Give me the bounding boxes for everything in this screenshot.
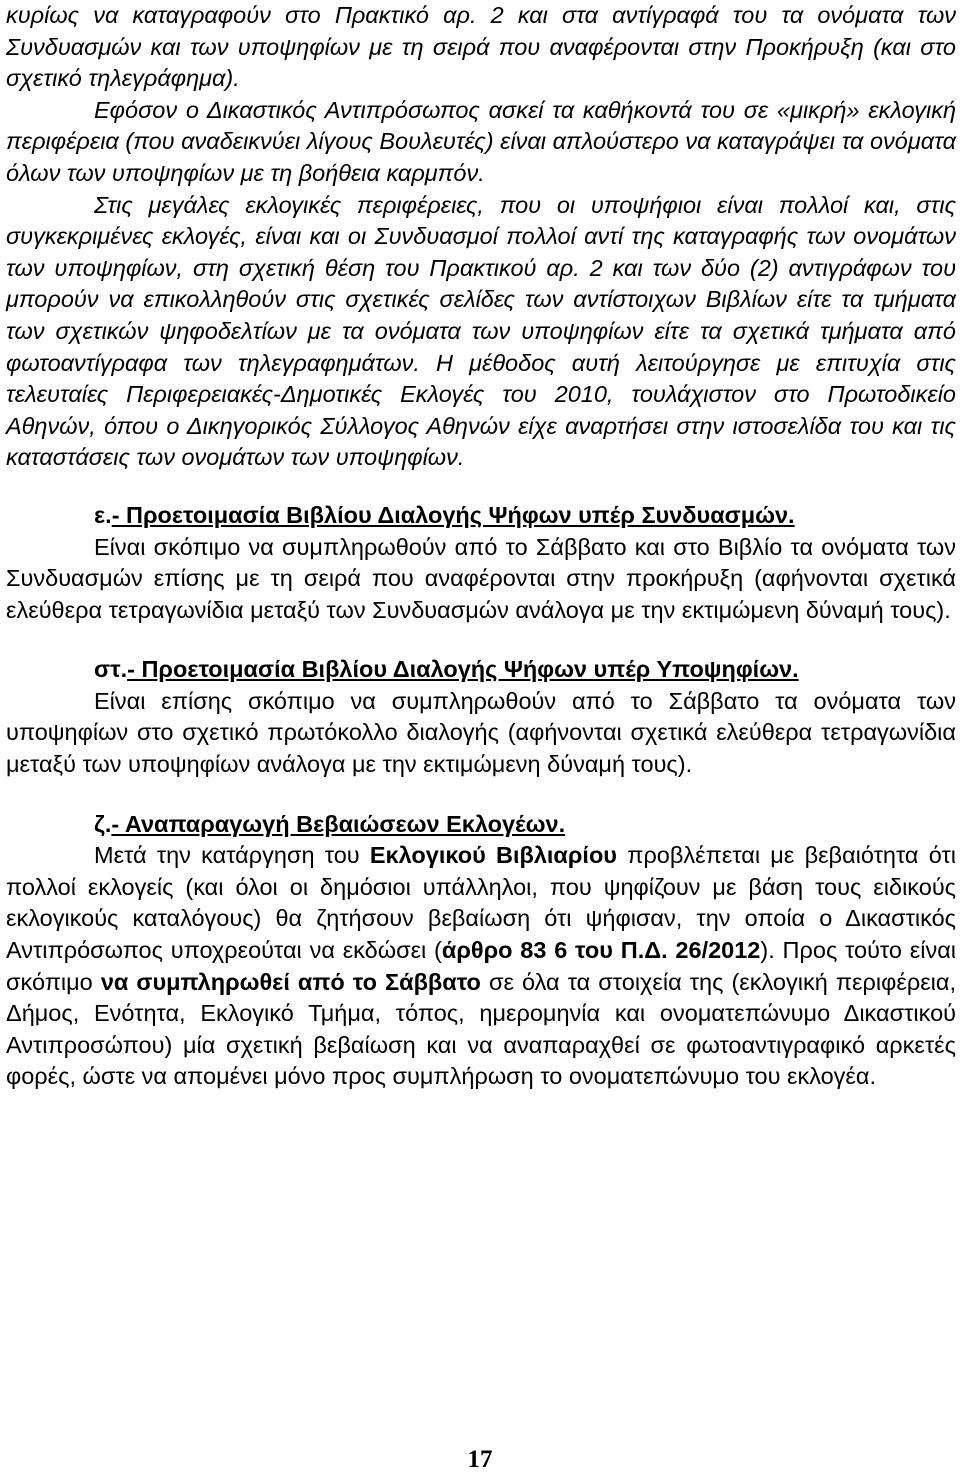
section-e-heading [6,500,956,532]
section-z-text-3: ). Προς τούτο είναι σκόπιμο [6,937,957,995]
section-z-title: - Αναπαραγωγή Βεβαιώσεων Εκλογέων. [111,810,566,837]
section-st-heading [6,654,956,686]
section-e-body: Είναι σκόπιμο να συμπληρωθούν από το Σάββατο και στο Βιβλίο τα ονόματα των Συνδυασμών επίσης με τη σειρά που αναφέρονται στην προκήρυξη (αφήνονται σχετικά ελεύθερα τετραγωνίδια μεταξύ των Συνδυασμών ανάλογα με την εκτιμώμενη δύναμή τους). [6,533,956,623]
section-e-label: ε. [94,501,112,528]
section-z-bold-2: άρθρο 83 6 του Π.Δ. 26/2012 [441,937,761,964]
section-z-label: ζ. [94,810,112,837]
section-z-text-2: προβλέπεται με βεβαιότητα ότι πολλοί εκλογείς (και όλοι οι δημόσιοι υπάλληλοι, που ψηφίζουν με βάση τους ειδικούς εκλογικούς καταλόγους) θα ζητήσουν βεβαίωση ότι ψήφισαν, την οποία ο Δικαστικός Αντιπρόσωπος υποχρεούται να εκδώσει ( [6,842,956,964]
section-z-text-4: σε όλα τα στοιχεία της (εκλογική περιφέρεια, Δήμος, Ενότητα, Εκλογικό Τμήμα, τόπος, ημερομηνία και ονοματεπώνυμο Δικαστικού Αντιπροσώπου) μία σχετική βεβαίωση και να αναπαραχθεί σε φωτοαντιγραφικό αρκετές φορές, ώστε να απομένει μόνο προς συμπλήρωση το ονοματεπώνυμο του εκλογέα. [6,968,957,1090]
section-z-heading [6,809,956,841]
section-st-label: στ. [94,656,128,683]
document-page [6,0,956,1093]
section-z-bold-3: να συμπληρωθεί από το Σάββατο [100,968,481,995]
section-z-bold-1: Εκλογικού Βιβλιαρίου [369,842,617,869]
intro-paragraph-1: κυρίως να καταγραφούν στο Πρακτικό αρ. 2 και στα αντίγραφά του τα ονόματα των Συνδυασμών και των υποψηφίων με τη σειρά που αναφέρονται στην Προκήρυξη (και στο σχετικό τηλεγράφημα). [6,2,956,92]
section-e-title: - Προετοιμασία Βιβλίου Διαλογής Ψήφων υπέρ Συνδυασμών. [111,501,795,528]
section-z-text-1: Μετά την κατάργηση του [94,842,370,869]
page-number: 17 [467,1446,493,1473]
section-z-body [6,840,956,1093]
spacer [6,474,956,500]
spacer [6,781,956,809]
section-st-body: Είναι επίσης σκόπιμο να συμπληρωθούν από το Σάββατο τα ονόματα των υποψηφίων στο σχετικό πρωτόκολλο διαλογής (αφήνονται σχετικά ελεύθερα τετραγωνίδια μεταξύ των υποψηφίων ανάλογα με την εκτιμώμενη δύναμή τους). [6,687,956,778]
section-st-title: - Προετοιμασία Βιβλίου Διαλογής Ψήφων υπέρ Υποψηφίων. [127,656,799,683]
spacer [6,626,956,654]
intro-paragraph-3: Στις μεγάλες εκλογικές περιφέρειες, που οι υποψήφιοι είναι πολλοί και, στις συγκεκριμένες εκλογές, είναι και οι Συνδυασμοί πολλοί αντί της καταγραφής των ονομάτων των υποψηφίων, στη σχετική θέση του Πρακτικού αρ. 2 και των δύο (2) αντιγράφων του μπορούν να επικολληθούν στις σχετικές σελίδες των αντίστοιχων Βιβλίων είτε τα τμήματα των σχετικών ψηφοδελτίων με τα ονόματα των υποψηφίων είτε τα σχετικά τμήματα από φωτοαντίγραφα των τηλεγραφημάτων. Η μέθοδος αυτή λειτούργησε με επιτυχία στις τελευταίες Περιφερειακές-Δημοτικές Εκλογές του 2010, τουλάχιστον στο Πρωτοδικείο Αθηνών, όπου ο Δικηγορικός Σύλλογος Αθηνών είχε αναρτήσει στην ιστοσελίδα του και τις καταστάσεις των ονομάτων των υποψηφίων. [6,191,956,471]
intro-paragraph-2: Εφόσον ο Δικαστικός Αντιπρόσωπος ασκεί τα καθήκοντά του σε «μικρή» εκλογική περιφέρεια (που αναδεικνύει λίγους Βουλευτές) είναι απλούστερο να καταγράψει τα ονόματα όλων των υποψηφίων με τη βοήθεια καρμπόν. [6,96,956,186]
